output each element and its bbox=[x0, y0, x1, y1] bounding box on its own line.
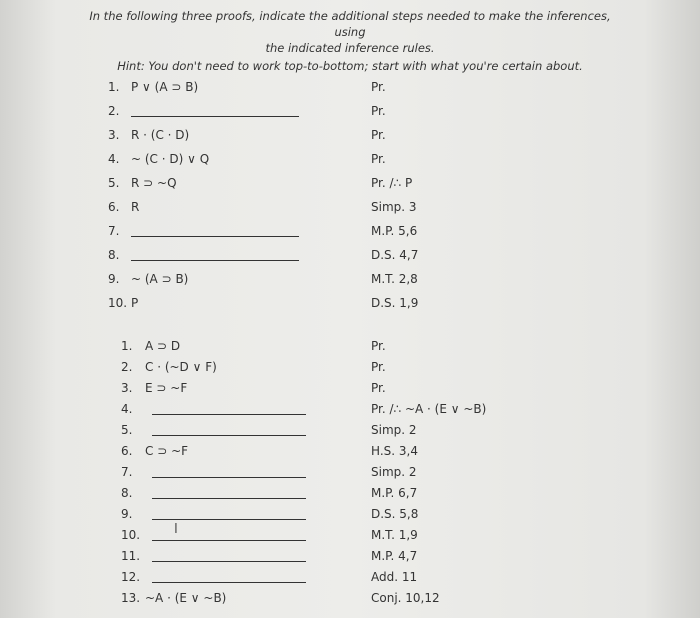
line-statement: R bbox=[131, 200, 140, 214]
proof-line bbox=[0, 174, 700, 192]
line-number: 6. bbox=[121, 444, 133, 458]
line-justification: D.S. 4,7 bbox=[371, 248, 419, 262]
line-number: 1. bbox=[108, 80, 120, 94]
line-number: 9. bbox=[108, 272, 120, 286]
proof-line bbox=[0, 400, 700, 418]
proof-line bbox=[0, 222, 700, 240]
line-number: 6. bbox=[108, 200, 120, 214]
line-justification: D.S. 5,8 bbox=[371, 507, 419, 521]
line-justification: H.S. 3,4 bbox=[371, 444, 418, 458]
answer-blank[interactable] bbox=[152, 509, 306, 520]
answer-blank[interactable] bbox=[152, 488, 306, 499]
line-number: 2. bbox=[108, 104, 120, 118]
line-statement: A ⊃ D bbox=[145, 339, 181, 353]
line-statement: R · (C · D) bbox=[131, 128, 190, 142]
line-statement: C · (~D ∨ F) bbox=[145, 360, 217, 374]
line-justification: M.P. 6,7 bbox=[371, 486, 418, 500]
line-statement: R ⊃ ~Q bbox=[131, 176, 177, 190]
line-number: 3. bbox=[108, 128, 120, 142]
proof-line bbox=[0, 294, 700, 312]
line-statement: P ∨ (A ⊃ B) bbox=[131, 80, 199, 94]
line-justification: Pr. /∴ P bbox=[371, 176, 413, 190]
line-justification: Pr. /∴ ~A · (E ∨ ~B) bbox=[371, 402, 487, 416]
line-justification: Add. 11 bbox=[371, 570, 418, 584]
proof-line bbox=[0, 78, 700, 96]
line-number: 12. bbox=[121, 570, 141, 584]
proof-line bbox=[0, 358, 700, 376]
proof-line bbox=[0, 442, 700, 460]
proof-line bbox=[0, 198, 700, 216]
answer-blank[interactable] bbox=[152, 551, 306, 562]
answer-blank[interactable] bbox=[152, 467, 306, 478]
line-justification: Pr. bbox=[371, 128, 386, 142]
answer-blank[interactable] bbox=[152, 572, 306, 583]
proof-line bbox=[0, 379, 700, 397]
proof-line bbox=[0, 484, 700, 502]
line-number: 3. bbox=[121, 381, 133, 395]
line-justification: M.P. 5,6 bbox=[371, 224, 418, 238]
line-statement: ~ (C · D) ∨ Q bbox=[131, 152, 210, 166]
line-number: 5. bbox=[108, 176, 120, 190]
proof-line bbox=[0, 421, 700, 439]
line-number: 9. bbox=[121, 507, 133, 521]
line-justification: M.P. 4,7 bbox=[371, 549, 418, 563]
instructions bbox=[80, 8, 620, 74]
proof-line bbox=[0, 246, 700, 264]
proof-line bbox=[0, 505, 700, 523]
proof-line bbox=[0, 589, 700, 607]
line-number: 11. bbox=[121, 549, 141, 563]
line-justification: Pr. bbox=[371, 152, 386, 166]
line-justification: Pr. bbox=[371, 360, 386, 374]
instruction-line-1: In the following three proofs, indicate the additional steps needed to make the inferences, using bbox=[89, 9, 611, 39]
line-justification: Conj. 10,12 bbox=[371, 591, 440, 605]
text-cursor-icon: I bbox=[174, 522, 178, 537]
line-statement: P bbox=[131, 296, 139, 310]
line-justification: Pr. bbox=[371, 80, 386, 94]
proof-line bbox=[0, 547, 700, 565]
answer-blank[interactable] bbox=[152, 425, 306, 436]
line-number: 8. bbox=[121, 486, 133, 500]
answer-blank[interactable] bbox=[131, 226, 299, 237]
line-statement: E ⊃ ~F bbox=[145, 381, 188, 395]
line-justification: D.S. 1,9 bbox=[371, 296, 419, 310]
line-number: 10. bbox=[108, 296, 128, 310]
line-justification: M.T. 2,8 bbox=[371, 272, 418, 286]
line-number: 7. bbox=[121, 465, 133, 479]
proof-line bbox=[0, 526, 700, 544]
line-number: 10. bbox=[121, 528, 141, 542]
line-number: 1. bbox=[121, 339, 133, 353]
line-justification: Simp. 2 bbox=[371, 423, 417, 437]
proof-line bbox=[0, 102, 700, 120]
line-number: 4. bbox=[108, 152, 120, 166]
line-number: 2. bbox=[121, 360, 133, 374]
proof-line bbox=[0, 270, 700, 288]
line-statement: C ⊃ ~F bbox=[145, 444, 189, 458]
line-justification: M.T. 1,9 bbox=[371, 528, 418, 542]
line-number: 5. bbox=[121, 423, 133, 437]
proof-line bbox=[0, 126, 700, 144]
line-justification: Pr. bbox=[371, 381, 386, 395]
instruction-line-2: the indicated inference rules. bbox=[265, 41, 435, 55]
line-justification: Pr. bbox=[371, 339, 386, 353]
line-justification: Simp. 2 bbox=[371, 465, 417, 479]
line-number: 4. bbox=[121, 402, 133, 416]
answer-blank[interactable] bbox=[131, 106, 299, 117]
answer-blank[interactable] bbox=[131, 250, 299, 261]
proof-line bbox=[0, 337, 700, 355]
proof-line bbox=[0, 463, 700, 481]
line-number: 8. bbox=[108, 248, 120, 262]
line-statement: ~A · (E ∨ ~B) bbox=[145, 591, 227, 605]
line-statement: ~ (A ⊃ B) bbox=[131, 272, 189, 286]
line-justification: Simp. 3 bbox=[371, 200, 417, 214]
hint-text: Hint: You don't need to work top-to-bottom; start with what you're certain about. bbox=[117, 59, 583, 73]
answer-blank[interactable] bbox=[152, 404, 306, 415]
line-number: 13. bbox=[121, 591, 141, 605]
proof-line bbox=[0, 568, 700, 586]
line-number: 7. bbox=[108, 224, 120, 238]
proof-line bbox=[0, 150, 700, 168]
line-justification: Pr. bbox=[371, 104, 386, 118]
